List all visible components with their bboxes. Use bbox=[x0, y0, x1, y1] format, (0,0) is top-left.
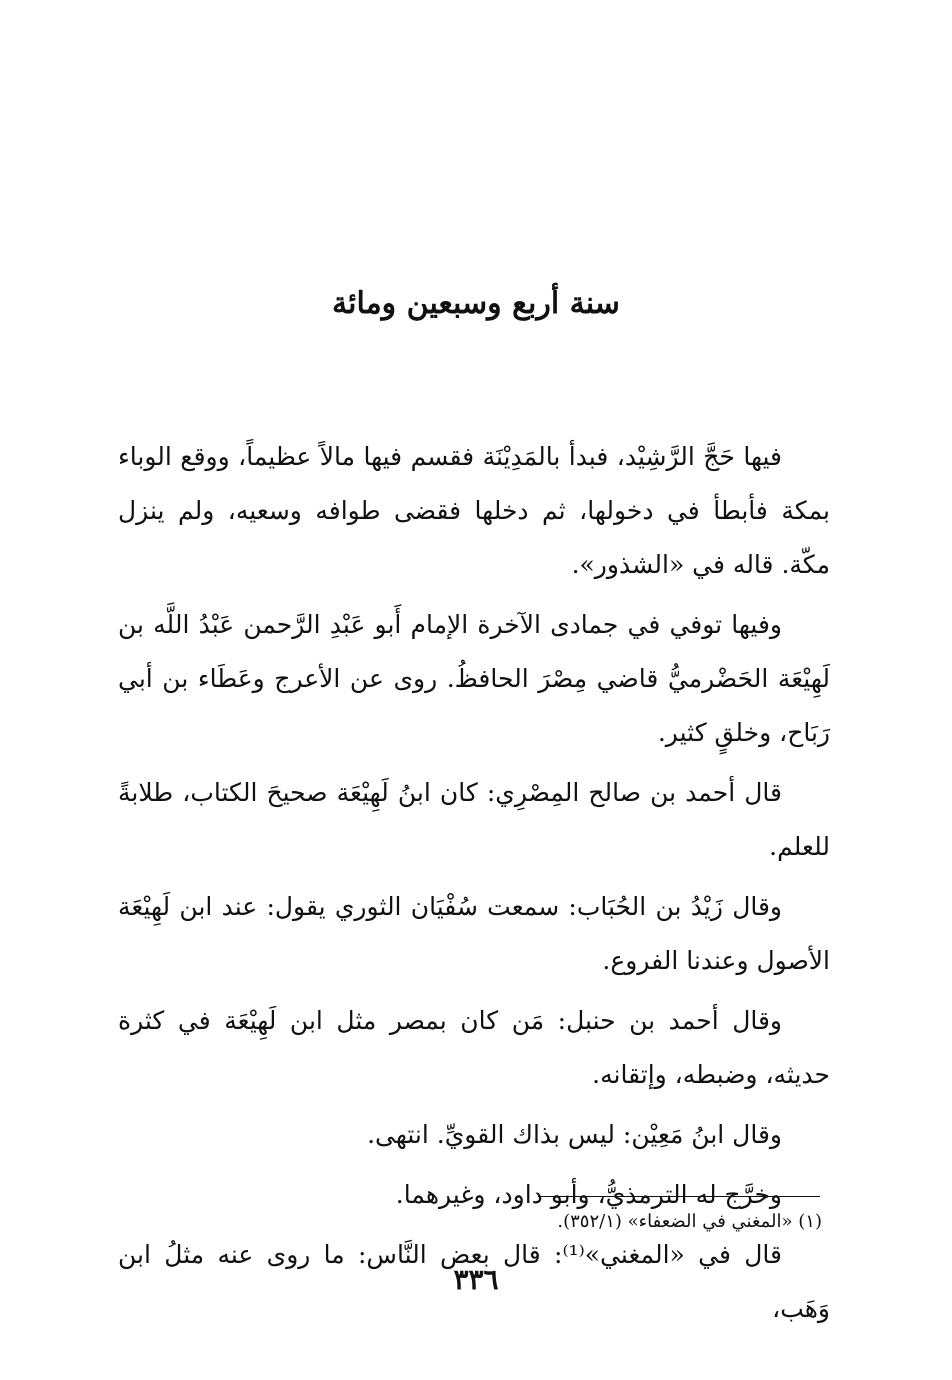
page-number: ٣٣٦ bbox=[453, 1263, 499, 1296]
paragraph-takhrij: وخرَّج له الترمذيُّ، وأبو داود، وغيرهما. bbox=[395, 1180, 782, 1209]
footnote: (١) «المغني في الضعفاء» (٣٥٢/١). bbox=[557, 1211, 822, 1232]
paragraph-zayd-ibn-hubab: وقال زَيْدُ بن الحُبَاب: سمعت سُفْيَان الثوري يقول: عند ابن لَهِيْعَة الأصول وعندنا الفروع. bbox=[118, 892, 830, 975]
footnote-divider bbox=[538, 1196, 820, 1197]
paragraph-ahmad-ibn-hanbal: وقال أحمد بن حنبل: مَن كان بمصر مثل ابن لَهِيْعَة في كثرة حديثه، وضبطه، وإتقانه. bbox=[118, 1006, 830, 1089]
chapter-title: سنة أربع وسبعين ومائة bbox=[332, 286, 620, 321]
paragraph-ibn-main: وقال ابنُ مَعِيْن: ليس بذاك القويِّ. انتهى. bbox=[367, 1120, 782, 1149]
paragraph-death-ibn-lahiah: وفيها توفي في جمادى الآخرة الإمام أَبو عَبْدِ الرَّحمن عَبْدُ اللَّه بن لَهِيْعَة الحَضْرميُّ قاضي مِصْرَ الحافظُ. روى عن الأعرج وعَطَاء بن أبي رَبَاح، وخلقٍ كثير. bbox=[118, 610, 830, 747]
main-text bbox=[118, 430, 830, 1342]
paragraph-mughni: قال في «المغني»⁽¹⁾: قال بعض النَّاس: ما روى عنه مثلُ ابن وَهَب، bbox=[118, 1240, 830, 1323]
paragraph-hajj: فيها حَجَّ الرَّشِيْد، فبدأ بالمَدِيْنَة فقسم فيها مالاً عظيماً، ووقع الوباء بمكة فأبطأ في دخولها، ثم دخلها فقضى طوافه وسعيه، ولم ينزل مكّة. قاله في «الشذور». bbox=[118, 442, 830, 579]
paragraph-ahmad-ibn-salih: قال أحمد بن صالح المِصْرِي: كان ابنُ لَهِيْعَة صحيحَ الكتاب، طلابةً للعلم. bbox=[118, 778, 830, 861]
